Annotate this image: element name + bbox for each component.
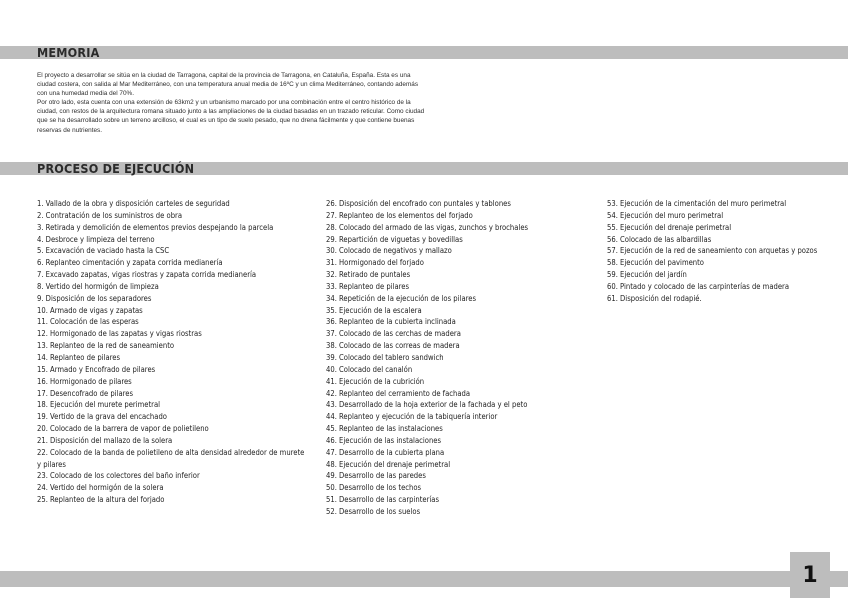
step-item: 53. Ejecución de la cimentación del muro perimetral <box>607 199 787 208</box>
step-item: 60. Pintado y colocado de las carpinterías de madera <box>607 281 790 291</box>
step-item: 2. Contratación de los suministros de obra <box>37 210 183 220</box>
step-item: 17. Desencofrado de pilares <box>37 388 134 398</box>
step-item: 14. Replanteo de pilares <box>37 352 121 362</box>
step-item: 18. Ejecución del murete perimetral <box>37 400 161 410</box>
memoria-paragraph-2: Por otro lado, esta cuenta con una extensión de 63km2 y un urbanismo marcado por una combinación entre el centro histórico de la ciudad, con restos de la arquitectura romana situado junto a las ampliaciones de la ciudad basadas en un trazado reticular. Como ciudad que se ha desarrollado sobre un terreno arcilloso, el cual es un tipo de suelo pesado, que no drena fácilmente y que contiene buenas reservas de nutrientes. <box>37 99 425 134</box>
step-item: 55. Ejecución del drenaje perimetral <box>607 222 732 232</box>
step-item: 40. Colocado del canalón <box>326 364 413 374</box>
step-item: 30. Colocado de negativos y mallazo <box>326 246 452 256</box>
step-item: 32. Retirado de puntales <box>326 270 411 280</box>
page-number: 1 <box>802 562 818 588</box>
step-item: 7. Excavado zapatas, vigas riostras y zapata corrida medianería <box>37 270 257 280</box>
step-item: 42. Replanteo del cerramiento de fachada <box>326 388 471 398</box>
step-item: 56. Colocado de las albardillas <box>607 234 712 244</box>
step-item: 3. Retirada y demolición de elementos previos despejando la parcela <box>37 222 274 232</box>
step-item: 34. Repetición de la ejecución de los pilares <box>326 293 477 303</box>
step-item: 23. Colocado de los colectores del baño inferior <box>37 471 200 481</box>
footer-bar <box>0 571 848 587</box>
step-item: 19. Vertido de la grava del encachado <box>37 412 167 422</box>
step-item: 21. Disposición del mallazo de la solera <box>37 435 173 445</box>
step-item: 33. Replanteo de pilares <box>326 281 410 291</box>
memoria-header-bar <box>0 46 848 59</box>
step-item: 39. Colocado del tablero sandwich <box>326 352 444 362</box>
step-item: 9. Disposición de los separadores <box>37 293 152 303</box>
steps-column-2 <box>326 198 591 518</box>
step-item: 51. Desarrollo de las carpinterías <box>326 495 440 505</box>
memoria-paragraph-1: El proyecto a desarrollar se sitúa en la ciudad de Tarragona, capital de la provincia de Tarragona, en Cataluña, España. Esta es una ciudad costera, con salida al Mar Mediterráneo, con una temperatura anual media de 16ºC y un clima Mediterráneo, contando además con una humedad media del 70%. <box>37 72 419 98</box>
step-item: 31. Hormigonado del forjado <box>326 258 424 268</box>
steps-column-3 <box>607 198 842 305</box>
step-item: 26. Disposición del encofrado con puntales y tablones <box>326 199 511 208</box>
step-item: 12. Hormigonado de las zapatas y vigas riostras <box>37 329 202 339</box>
step-item: 24. Vertido del hormigón de la solera <box>37 483 164 493</box>
step-item: 37. Colocado de las cerchas de madera <box>326 329 461 339</box>
step-item: 48. Ejecución del drenaje perimetral <box>326 459 451 469</box>
step-item: 41. Ejecución de la cubrición <box>326 376 425 386</box>
step-item: 11. Colocación de las esperas <box>37 317 139 327</box>
step-item: 16. Hormigonado de pilares <box>37 376 132 386</box>
step-item: 28. Colocado del armado de las vigas, zunchos y brochales <box>326 222 529 232</box>
step-item: 58. Ejecución del pavimento <box>607 258 704 268</box>
memoria-body <box>37 71 427 135</box>
step-item: 38. Colocado de las correas de madera <box>326 341 460 351</box>
step-item: 54. Ejecución del muro perimetral <box>607 210 724 220</box>
step-item: 35. Ejecución de la escalera <box>326 305 422 315</box>
step-item: 45. Replanteo de las instalaciones <box>326 424 443 434</box>
step-item: 8. Vertido del hormigón de limpieza <box>37 281 159 291</box>
step-item: 4. Desbroce y limpieza del terreno <box>37 234 155 244</box>
step-item: 29. Repartición de viguetas y bovedillas <box>326 234 463 244</box>
step-item: 6. Replanteo cimentación y zapata corrida medianería <box>37 258 223 268</box>
step-item: 25. Replanteo de la altura del forjado <box>37 495 165 505</box>
step-item: 10. Armado de vigas y zapatas <box>37 305 143 315</box>
memoria-title: MEMORIA <box>37 45 100 60</box>
step-item: 47. Desarrollo de la cubierta plana <box>326 447 445 457</box>
step-item: 46. Ejecución de las instalaciones <box>326 435 442 445</box>
proceso-title: PROCESO DE EJECUCIÓN <box>37 161 195 176</box>
step-item: 57. Ejecución de la red de saneamiento con arquetas y pozos <box>607 246 818 256</box>
step-item: 44. Replanteo y ejecución de la tabiquería interior <box>326 412 498 422</box>
step-item: 36. Replanteo de la cubierta inclinada <box>326 317 456 327</box>
step-item: 49. Desarrollo de las paredes <box>326 471 426 481</box>
step-item: 22. Colocado de la banda de polietileno de alta densidad alrededor de murete y pilares <box>37 447 305 469</box>
page-number-box <box>790 552 830 598</box>
step-item: 1. Vallado de la obra y disposición carteles de seguridad <box>37 199 230 208</box>
step-item: 20. Colocado de la barrera de vapor de polietileno <box>37 424 209 434</box>
step-item: 27. Replanteo de los elementos del forjado <box>326 210 473 220</box>
step-item: 15. Armado y Encofrado de pilares <box>37 364 156 374</box>
step-item: 59. Ejecución del jardín <box>607 270 687 280</box>
steps-column-1 <box>37 198 307 506</box>
step-item: 50. Desarrollo de los techos <box>326 483 422 493</box>
step-item: 43. Desarrollado de la hoja exterior de la fachada y el peto <box>326 400 528 410</box>
step-item: 5. Excavación de vaciado hasta la CSC <box>37 246 170 256</box>
step-item: 61. Disposición del rodapié. <box>607 293 702 303</box>
step-item: 52. Desarrollo de los suelos <box>326 506 421 516</box>
step-item: 13. Replanteo de la red de saneamiento <box>37 341 175 351</box>
